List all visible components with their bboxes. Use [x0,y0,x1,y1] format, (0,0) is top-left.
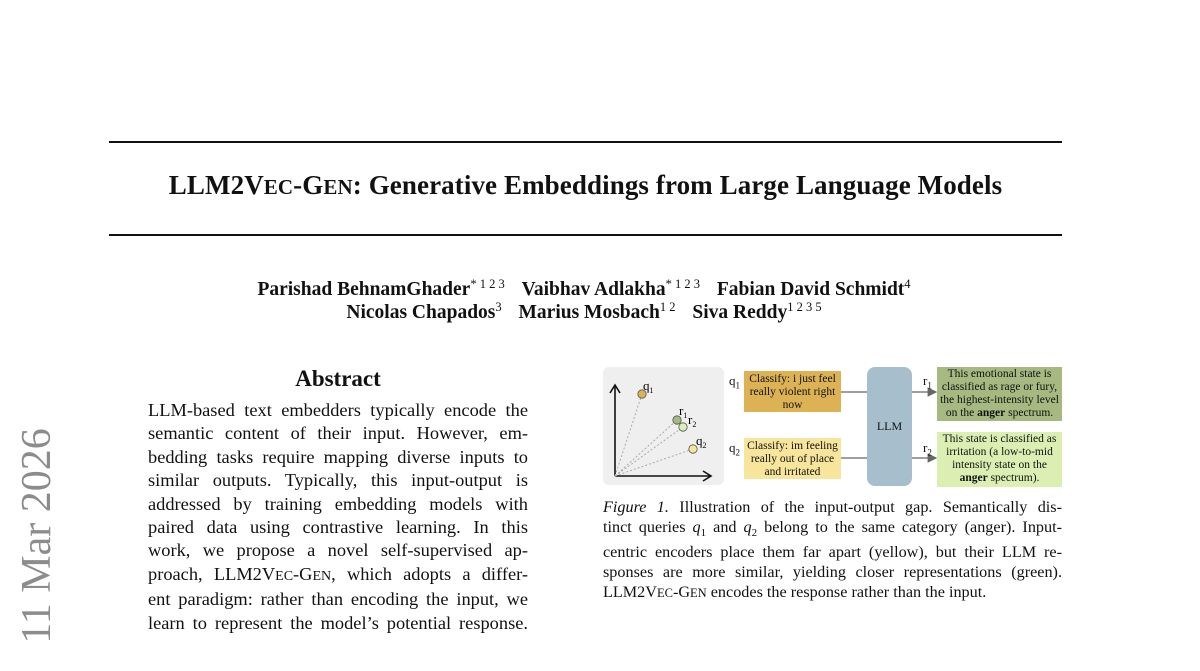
caption-line: LLM2VEC-GEN encodes the response rather than the input. [603,582,987,601]
abstract-line: paired data using contrastive learning. In this [148,517,528,538]
response-1-box: This emotional state is classified as rage or fury, the highest-intensity level on the anger spectrum. [937,367,1062,421]
arxiv-date-stamp: 11 Mar 2026 [14,428,60,644]
author-list-line-2 [0,300,1168,324]
q2-vector [615,449,693,476]
r2-vector [615,427,683,476]
abstract-line: semantic content of their input. However, em- [148,423,528,444]
q2-row-label: $q_2$ [729,440,740,458]
paper-title: LLM2VEC-GEN: Generative Embeddings from Large Language Models [168,170,1003,200]
q1-point-label: $q_1$ [643,378,654,395]
abstract-heading: Abstract [295,366,381,391]
title-bottom-rule [109,234,1062,236]
caption-line: Figure 1. Illustration of the input-output gap. Semantically dis- [603,498,1062,516]
r2-point-label: $r_2$ [688,412,697,429]
abstract-line: similar outputs. Typically, this input-output is [148,470,528,491]
abstract-line: bedding tasks require mapping diverse inputs to [148,446,528,467]
author: Siva Reddy$^{1 2 3 5}$ [692,300,822,323]
prompt-1-box: Classify: i just feel really violent right now [744,371,841,412]
caption-line: tinct queries $q_1$ and $q_2$ belong to the same category (anger). Input- [603,517,1062,539]
r2-row-label: $r_2$ [923,440,932,458]
abstract-line: proach, LLM2VEC-GEN, which adopts a differ- [148,563,528,584]
abstract-line: learn to represent the model’s potential response. [148,612,528,633]
author: Fabian David Schmidt$^4$ [716,277,911,300]
abstract-body [148,399,528,635]
r1-row-label: $r_1$ [923,373,932,391]
author-list-line-1 [0,277,1168,301]
abstract-line: ent paradigm: rather than encoding the input, we [148,589,528,610]
caption-line: sponses are more similar, yielding closer representations (green). [603,563,1062,582]
author: Vaibhav Adlakha$^{* 1 2 3}$ [521,277,700,300]
q1-vector [615,394,642,476]
author: Parishad BehnamGhader$^{* 1 2 3}$ [257,277,505,300]
abstract-line: addressed by training embedding models with [148,493,528,514]
abstract-line: work, we propose a novel self-supervised ap- [148,540,528,561]
r1-point-label: $r_1$ [679,403,688,420]
caption-line: centric encoders place them far apart (yellow), but their LLM re- [603,543,1062,562]
r2-point [679,423,687,431]
response-2-box: This state is classified as irritation (a low-to-mid intensity state on the anger spectrum). [937,432,1062,487]
llm-block: LLM [867,367,912,486]
author: Nicolas Chapados$^3$ [346,300,502,323]
author: Marius Mosbach$^{1 2}$ [518,300,676,323]
q1-row-label: $q_1$ [729,373,740,391]
figure-1-caption [603,498,1062,603]
q2-point-label: $q_2$ [696,433,707,450]
abstract-line: LLM-based text embedders typically encode the [148,400,528,420]
title-top-rule [109,141,1062,143]
prompt-2-box: Classify: im feeling really out of place and irritated [744,438,841,479]
